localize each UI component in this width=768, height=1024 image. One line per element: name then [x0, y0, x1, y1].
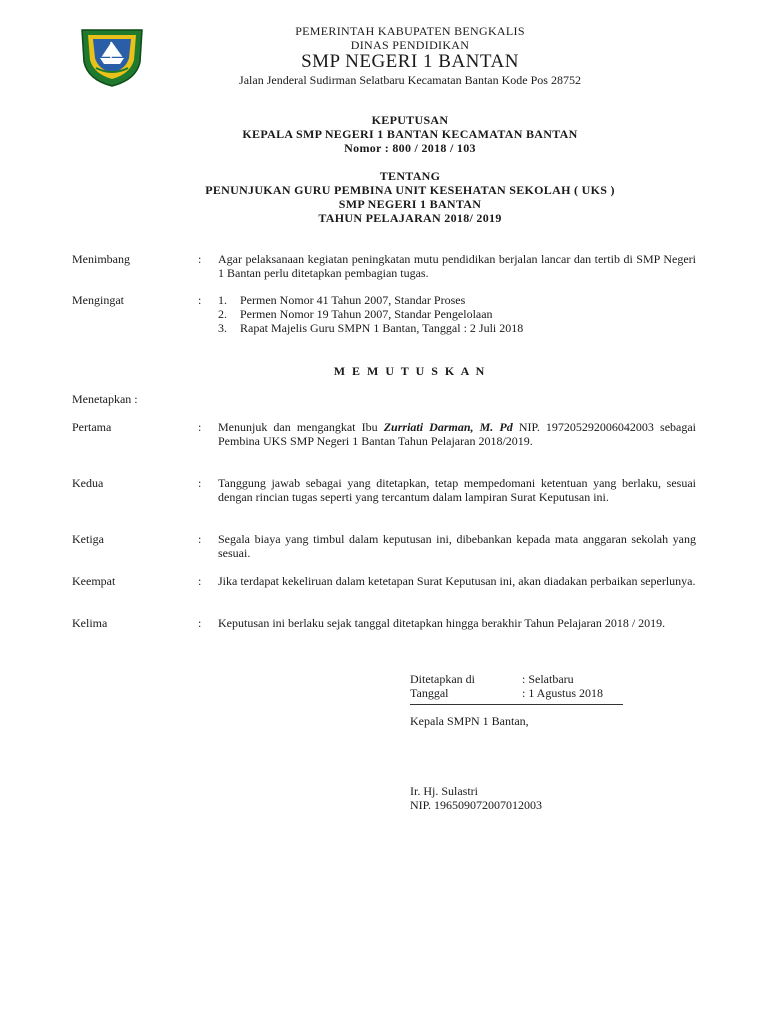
- decree-about: TENTANG: [379, 169, 441, 183]
- menetapkan-label: Menetapkan :: [72, 392, 138, 406]
- decree-subject-1: PENUNJUKAN GURU PEMBINA UNIT KESEHATAN SEKOLAH ( UKS ): [205, 183, 615, 197]
- decree-number: Nomor : 800 / 2018 / 103: [344, 141, 476, 155]
- kedua-text: Tanggung jawab sebagai yang ditetapkan, tetap mempedomani ketentuan yang berlaku, sesuai dengan rincian tugas seperti yang tercantum dalam lampiran Surat Keputusan ini.: [218, 476, 696, 504]
- ketiga-colon: :: [198, 532, 202, 546]
- header-department: DINAS PENDIDIKAN: [350, 38, 470, 52]
- sign-place-label: Ditetapkan di: [410, 672, 475, 686]
- signer-nip: NIP. 196509072007012003: [410, 798, 543, 812]
- header-school-name: SMP NEGERI 1 BANTAN: [301, 51, 519, 72]
- pertama-label: Pertama: [72, 420, 112, 434]
- ketiga-label: Ketiga: [72, 532, 104, 546]
- kedua-label: Kedua: [72, 476, 104, 490]
- mengingat-label: Mengingat: [72, 293, 124, 307]
- menimbang-label: Menimbang: [72, 252, 130, 266]
- keempat-label: Keempat: [72, 574, 116, 588]
- mengingat-colon: :: [198, 293, 202, 307]
- sign-position: Kepala SMPN 1 Bantan,: [410, 714, 529, 728]
- kelima-colon: :: [198, 616, 202, 630]
- sign-date-label: Tanggal: [410, 686, 449, 700]
- decree-subject-2: SMP NEGERI 1 BANTAN: [338, 197, 482, 211]
- ketiga-text: Segala biaya yang timbul dalam keputusan ini, dibebankan kepada mata anggaran sekolah yang sesuai.: [218, 532, 696, 560]
- mengingat-item: 2. Permen Nomor 19 Tahun 2007, Standar Pengelolaan: [218, 307, 493, 321]
- kedua-colon: :: [198, 476, 202, 490]
- appointee-name: Zurriati Darman, M. Pd: [383, 420, 513, 434]
- kelima-label: Kelima: [72, 616, 108, 630]
- sign-date-value: : 1 Agustus 2018: [522, 686, 604, 700]
- signature-divider: [410, 704, 623, 705]
- pertama-colon: :: [198, 420, 202, 434]
- keempat-colon: :: [198, 574, 202, 588]
- decree-subject-3: TAHUN PELAJARAN 2018/ 2019: [318, 211, 502, 225]
- signer-name: Ir. Hj. Sulastri: [410, 784, 478, 798]
- memutuskan-heading: M E M U T U S K A N: [333, 364, 487, 378]
- header-address: Jalan Jenderal Sudirman Selatbaru Kecamatan Bantan Kode Pos 28752: [239, 73, 581, 87]
- header-government: PEMERINTAH KABUPATEN BENGKALIS: [295, 24, 525, 38]
- mengingat-item: 1. Permen Nomor 41 Tahun 2007, Standar Proses: [218, 293, 466, 307]
- kelima-text: Keputusan ini berlaku sejak tanggal ditetapkan hingga berakhir Tahun Pelajaran 2018 / 2019.: [218, 616, 666, 630]
- pertama-text: Menunjuk dan mengangkat Ibu Zurriati Darman, M. Pd NIP. 197205292006042003 sebagai Pembina UKS SMP Negeri 1 Bantan Tahun Pelajaran 2018/2019.: [218, 420, 697, 448]
- menimbang-text: Agar pelaksanaan kegiatan peningkatan mutu pendidikan berjalan lancar dan tertib di SMP Negeri 1 Bantan perlu ditetapkan pembagian tugas.: [218, 252, 696, 280]
- decree-title: KEPUTUSAN: [371, 113, 449, 127]
- decree-issuer: KEPALA SMP NEGERI 1 BANTAN KECAMATAN BANTAN: [242, 127, 578, 141]
- keempat-text: Jika terdapat kekeliruan dalam ketetapan Surat Keputusan ini, akan diadakan perbaikan seperlunya.: [218, 574, 696, 588]
- menimbang-colon: :: [198, 252, 202, 266]
- sign-place-value: : Selatbaru: [522, 672, 574, 686]
- mengingat-item: 3. Rapat Majelis Guru SMPN 1 Bantan, Tanggal : 2 Juli 2018: [218, 321, 524, 335]
